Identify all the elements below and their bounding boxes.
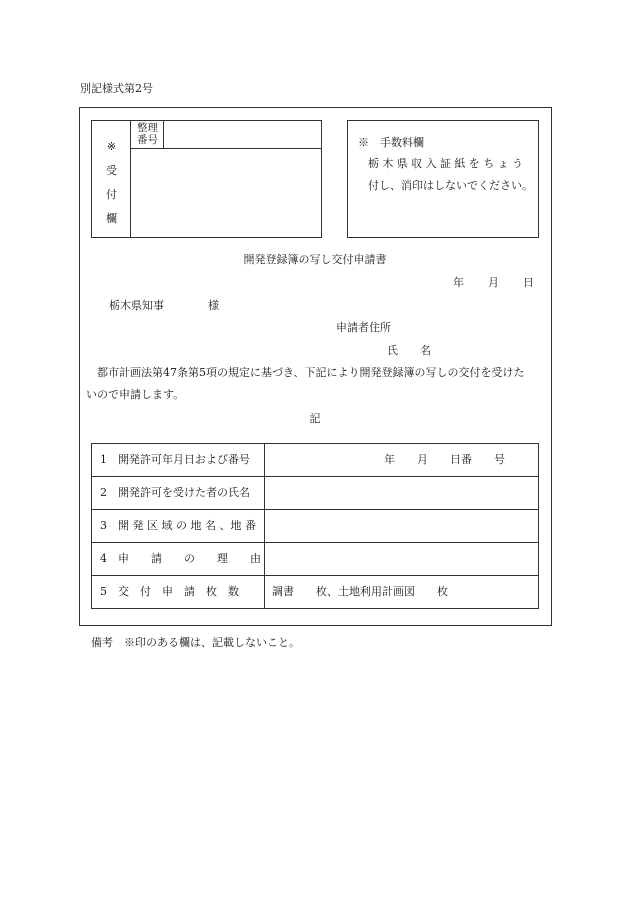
body-text-line-2: いので申請します。 bbox=[86, 388, 185, 401]
reception-char-2: 付 bbox=[106, 188, 117, 201]
date-line bbox=[453, 276, 534, 290]
applicant-address-label: 申請者住所 bbox=[336, 321, 391, 334]
table-row bbox=[92, 444, 539, 477]
date-day-label: 日 bbox=[523, 276, 534, 289]
reception-mark: ※ bbox=[106, 140, 117, 153]
ki-heading: 記 bbox=[309, 412, 321, 425]
items-table bbox=[91, 443, 539, 609]
table-row bbox=[92, 510, 539, 543]
item-label-reason: 4 申 請 の 理 由 bbox=[92, 543, 265, 576]
reception-char-3: 欄 bbox=[106, 212, 117, 225]
reception-vertical-label bbox=[92, 135, 131, 231]
table-row bbox=[92, 576, 539, 609]
item-value-permit-date-number bbox=[265, 444, 539, 477]
item-value-text: 年 月 日番 号 bbox=[384, 453, 505, 466]
addressee: 栃木県知事 様 bbox=[109, 299, 219, 312]
item-value-copy-count: 調書 枚、土地利用計画図 枚 bbox=[265, 576, 539, 609]
fee-instruction-line-2: 付し、消印はしないでください。 bbox=[368, 179, 533, 192]
fee-title: ※ 手数料欄 bbox=[358, 136, 424, 149]
reference-number-label: 整理 番号 bbox=[137, 122, 158, 146]
reception-char-1: 受 bbox=[106, 164, 117, 177]
reference-number-label-cell bbox=[131, 121, 164, 149]
date-year-label: 年 bbox=[453, 276, 464, 289]
item-value-reason bbox=[265, 543, 539, 576]
item-value-development-area bbox=[265, 510, 539, 543]
reception-box bbox=[91, 120, 322, 238]
item-value-permittee-name bbox=[265, 477, 539, 510]
item-label-development-area: 3 開 発 区 域 の 地 名 、地 番 bbox=[92, 510, 265, 543]
reception-label-column bbox=[92, 121, 131, 237]
item-label-copy-count: 5 交 付 申 請 枚 数 bbox=[92, 576, 265, 609]
date-month-label: 月 bbox=[488, 276, 499, 289]
applicant-name-label: 氏 名 bbox=[387, 344, 431, 357]
remarks-note: 備考 ※印のある欄は、記載しないこと。 bbox=[91, 636, 300, 649]
item-label-permit-date-number: 1 開発許可年月日および番号 bbox=[92, 444, 265, 477]
fee-instruction-line-1: 栃木県収入証紙をちょう bbox=[368, 157, 527, 170]
fee-box bbox=[347, 120, 539, 238]
table-row bbox=[92, 477, 539, 510]
document-title: 開発登録簿の写し交付申請書 bbox=[243, 253, 387, 266]
reference-number-field-line bbox=[164, 148, 321, 149]
form-number-label: 別記様式第2号 bbox=[80, 82, 153, 95]
item-label-permittee-name: 2 開発許可を受けた者の氏名 bbox=[92, 477, 265, 510]
body-text-line-1: 都市計画法第47条第5項の規定に基づき、下記により開発登録簿の写しの交付を受けた bbox=[97, 366, 525, 379]
table-row bbox=[92, 543, 539, 576]
